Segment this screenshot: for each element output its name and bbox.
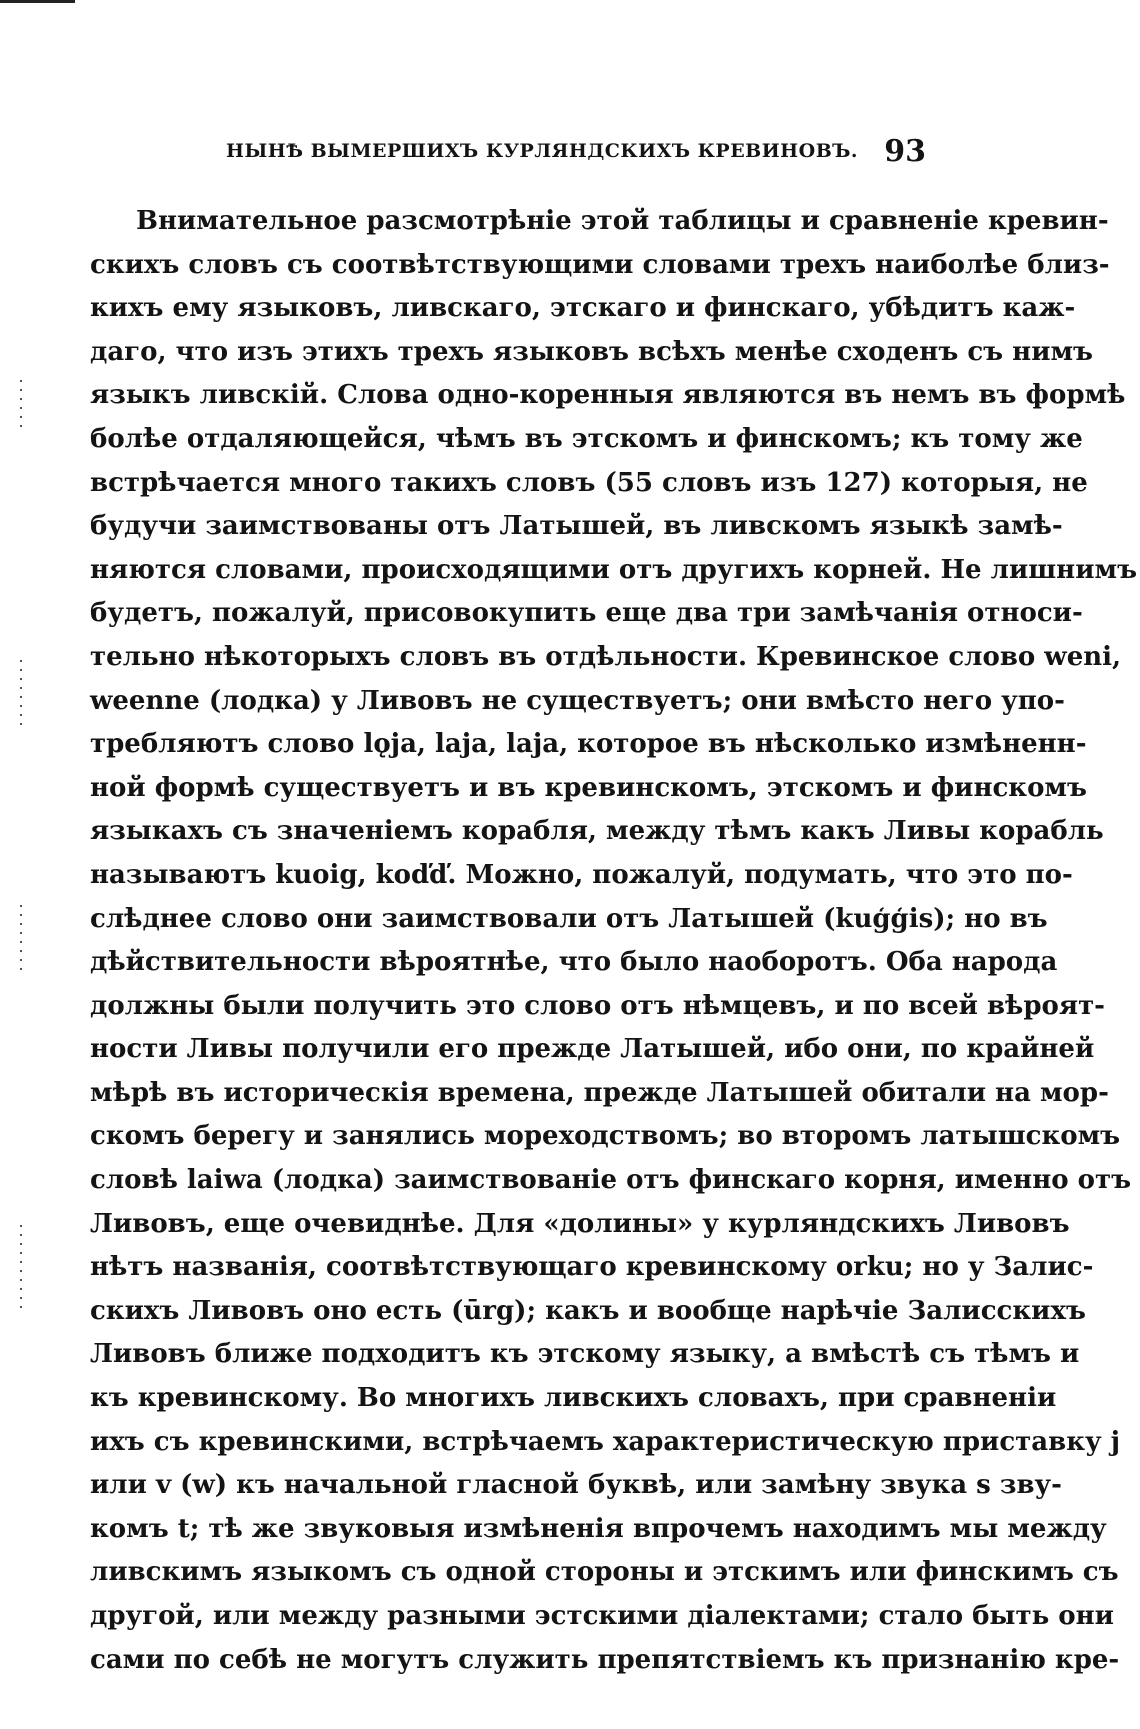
text-line: няются словами, происходящими отъ другихъ корней. Не лишнимъ: [90, 554, 1138, 585]
top-edge-rule: [0, 0, 75, 3]
text-line: даго, что изъ этихъ трехъ языковъ всѣхъ менѣе сходенъ съ нимъ: [90, 336, 1094, 367]
text-line: встрѣчается много такихъ словъ (55 словъ изъ 127) которыя, не: [90, 467, 1088, 498]
text-line: кихъ ему языковъ, ливскаго, этскаго и финскаго, убѣдитъ каж-: [90, 293, 1076, 324]
text-line: словѣ laiwa (лодка) заимствованіе отъ финскаго корня, именно отъ: [90, 1165, 1132, 1196]
text-line: называютъ kuoig, koďď. Можно, пожалуй, подумать, что это по-: [90, 859, 1073, 890]
text-line: будетъ, пожалуй, присовокупить еще два три замѣчанія относи-: [90, 598, 1083, 629]
text-line: требляютъ слово lǫja, laja, laja, которое въ нѣсколько измѣненн-: [90, 729, 1087, 760]
text-line: другой, или между разными эстскими діалектами; стало быть они: [90, 1601, 1114, 1631]
running-title: НЫНѢ ВЫМЕРШИХЪ КУРЛЯНДСКИХЪ КРЕВИНОВЪ.: [226, 140, 859, 162]
text-line: комъ t; тѣ же звуковыя измѣненія впрочемъ находимъ мы между: [90, 1513, 1107, 1544]
text-line: языкахъ съ значеніемъ корабля, между тѣмъ какъ Ливы корабль: [90, 816, 1104, 847]
text-line: ихъ съ кревинскими, встрѣчаемъ характеристическую приставку j: [90, 1426, 1121, 1457]
text-line: скихъ словъ съ соотвѣтствующими словами трехъ наиболѣе близ-: [90, 249, 1110, 280]
page-number: 93: [884, 134, 926, 169]
text-line: скихъ Ливовъ оно есть (ūrg); какъ и вообще нарѣчіе Залисскихъ: [90, 1295, 1086, 1326]
text-line: мѣрѣ въ историческія времена, прежде Латышей обитали на мор-: [90, 1077, 1109, 1108]
text-line: ности Ливы получили его прежде Латышей, ибо они, по крайней: [90, 1034, 1095, 1065]
text-line: языкъ ливскій. Слова одно-коренныя являются въ немъ въ формѣ: [90, 380, 1126, 411]
text-line: Ливовъ ближе подходитъ къ этскому языку, а вмѣстѣ съ тѣмъ и: [90, 1339, 1080, 1370]
margin-speckles: [20, 660, 23, 732]
text-line: должны были получить это слово отъ нѣмцевъ, и по всей вѣроят-: [90, 990, 1105, 1021]
text-line: сами по себѣ не могутъ служить препятствіемъ къ признанію кре-: [90, 1644, 1120, 1675]
margin-speckles: [20, 380, 23, 434]
text-line: дѣйствительности вѣроятнѣе, что было наоборотъ. Оба народа: [90, 947, 1058, 978]
text-line: нѣтъ названія, соотвѣтствующаго кревинскому orku; но у Залис-: [90, 1252, 1094, 1283]
margin-speckles: [20, 1225, 23, 1315]
text-line: къ кревинскому. Во многихъ ливскихъ словахъ, при сравненіи: [90, 1383, 1057, 1414]
text-line: ливскимъ языкомъ съ одной стороны и этскимъ или финскимъ съ: [90, 1557, 1119, 1588]
text-line: Ливовъ, еще очевиднѣе. Для «долины» у курляндскихъ Ливовъ: [90, 1208, 1070, 1239]
text-line: слѣднее слово они заимствовали отъ Латышей (kuģģis); но въ: [90, 903, 1048, 934]
text-line: ной формѣ существуетъ и въ кревинскомъ, этскомъ и финскомъ: [90, 772, 1087, 803]
running-head: [226, 134, 926, 174]
text-line: тельно нѣкоторыхъ словъ въ отдѣльности. Кревинское слово weni,: [90, 641, 1122, 672]
margin-speckles: [20, 905, 23, 977]
text-line: Внимательное разсмотрѣніе этой таблицы и сравненіе кревин-: [136, 206, 1109, 236]
text-line: будучи заимствованы отъ Латышей, въ ливскомъ языкѣ замѣ-: [90, 511, 1063, 542]
body-text: [90, 200, 1138, 1682]
text-line: болѣе отдаляющейся, чѣмъ въ этскомъ и финскомъ; къ тому же: [90, 423, 1083, 454]
text-line: или v (w) къ начальной гласной буквѣ, или замѣну звука s зву-: [90, 1470, 1062, 1501]
text-line: weenne (лодка) у Ливовъ не существуетъ; они вмѣсто него упо-: [90, 685, 1065, 716]
text-line: скомъ берегу и занялись мореходствомъ; во второмъ латышскомъ: [90, 1121, 1121, 1152]
